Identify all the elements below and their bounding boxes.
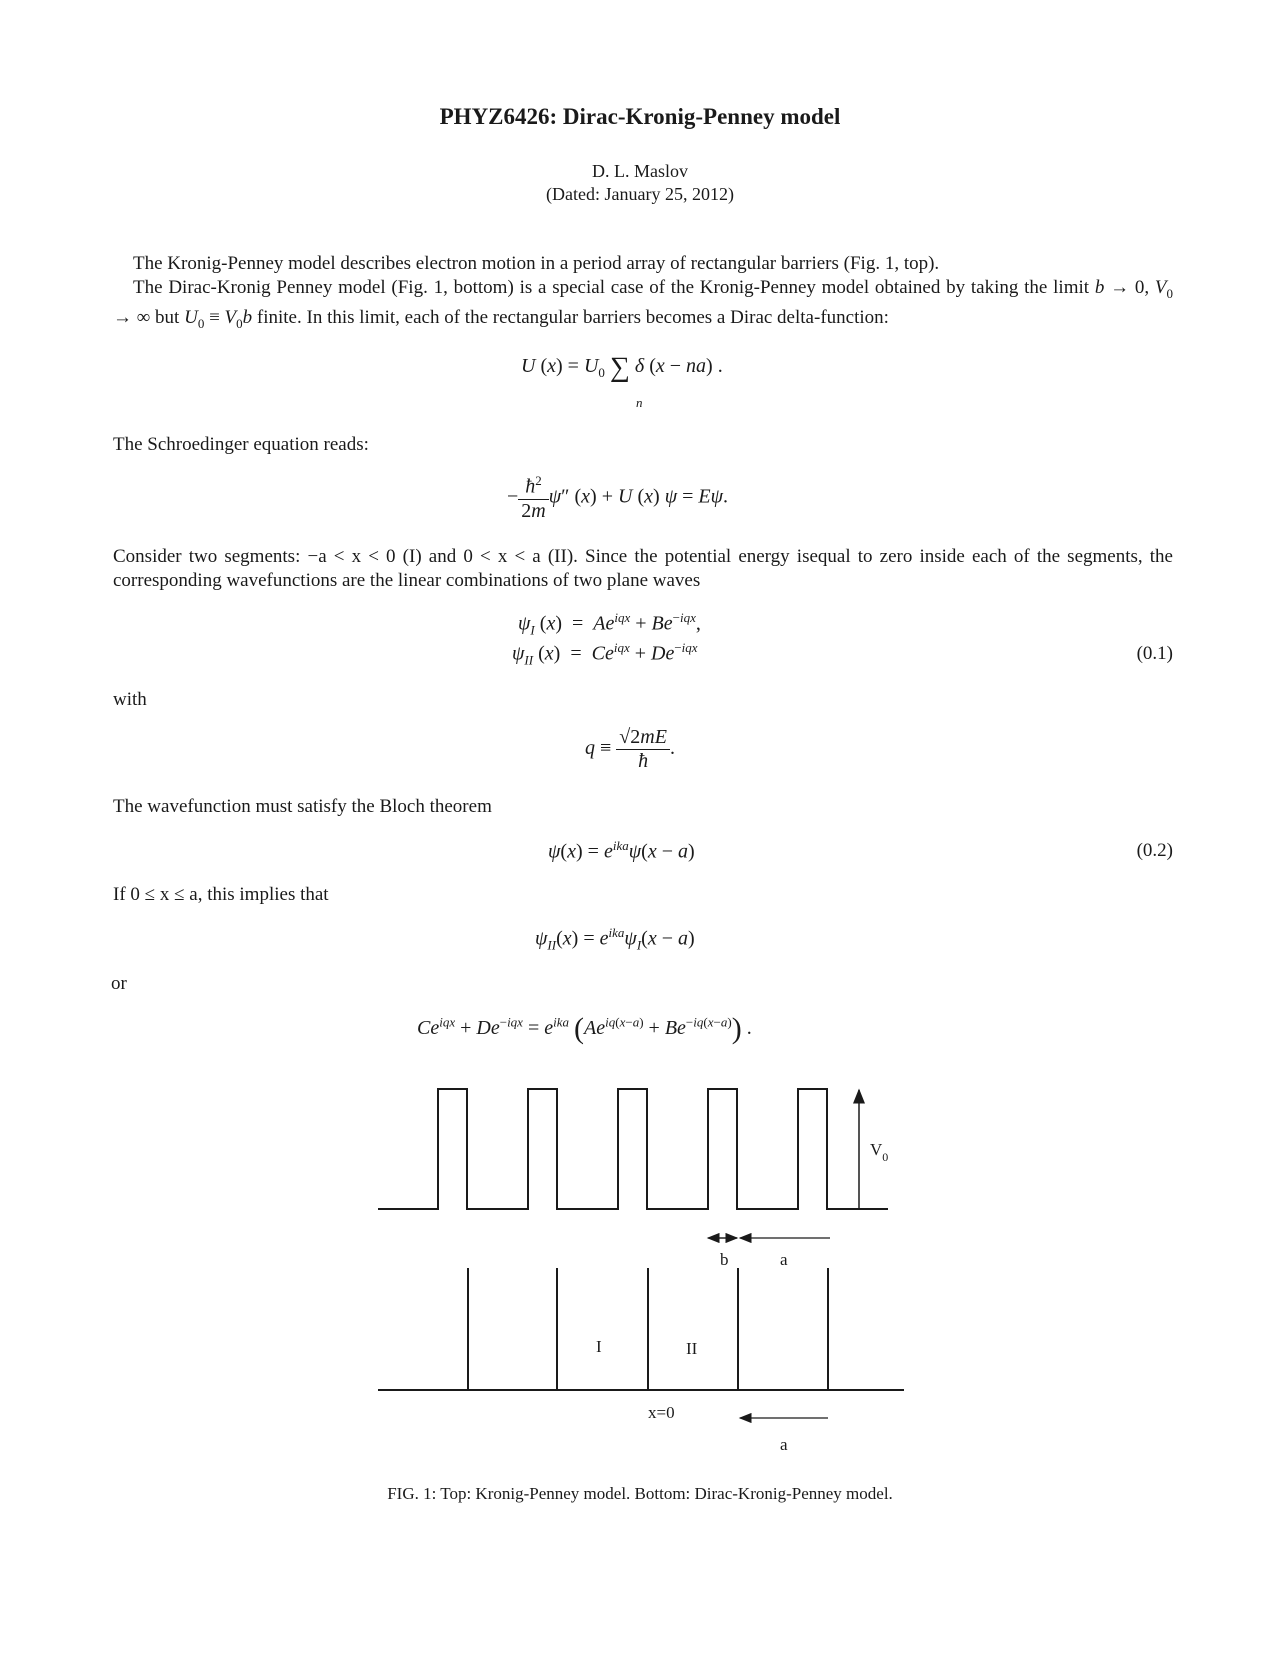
equation-number-1: (0.1) <box>1136 643 1173 664</box>
equation-potential: U $(x) = U_0$ ∑ δ (x − na) . <box>521 352 723 383</box>
label-a-top: a <box>780 1250 788 1269</box>
equation-number-2: (0.2) <box>1136 840 1173 861</box>
paragraph-text: finite. In this limit, each of the rectangular barriers becomes a Dirac delta-function: <box>256 306 889 328</box>
paper-author: D. L. Maslov <box>592 161 688 181</box>
paper-title: PHYZ6426: Dirac-Kronig-Penney model <box>439 104 841 129</box>
paragraph-schroedinger: The Schroedinger equation reads: <box>113 434 369 455</box>
equation-schroedinger: − $\frac{ħ^2}{2m}$ ψ″ (x) + U (x) ψ = Eψ. <box>507 473 729 522</box>
label-b: b <box>720 1250 729 1269</box>
equation-bloch: $\psi(x) = e^{ika}\psi(x - a)$ <box>548 838 695 863</box>
label-v0: $V_0$ <box>870 1140 889 1164</box>
dirac-delta-barriers <box>378 1268 904 1390</box>
kronig-penney-barriers <box>378 1089 888 1209</box>
paragraph-intro: The Kronig-Penney model describes electron motion in a period array of rectangular barriers (Fig. 1, top). <box>133 253 940 274</box>
label-region-one: I <box>596 1337 602 1356</box>
equation-bloch-segments: $\psi_{II}(x) = e^{ika}\psi_I(x - a)$ <box>535 925 695 953</box>
equation-matching: $Ce^{iqx} + De^{-iqx} = e^{ika}$ $(Ae^{iq(x-a)} + Be^{-iq(x-a)})$ . <box>417 1012 752 1045</box>
paragraph-implies: If 0 ≤ x ≤ a, this implies that <box>113 884 329 905</box>
paragraph-bloch: The wavefunction must satisfy the Bloch theorem <box>113 796 492 817</box>
paragraph-dirac-limit: The Dirac-Kronig Penney model (Fig. 1, bottom) is a special case of the Kronig-Penney model obtained by taking the limit b → 0, $V_0$ → ∞ but $U_0 \equiv V_0b$ finite. In this limit, each of the rectangular barriers becomes a Dirac delta-function: <box>113 277 1174 331</box>
equation-psi-two: $\psi_{II}$ $(x) = Ce^{iqx} + De^{-iqx}$ <box>512 640 698 668</box>
figure-caption: FIG. 1: Top: Kronig-Penney model. Bottom: Dirac-Kronig-Penney model. <box>387 1484 893 1503</box>
equation-wavevector: q ≡ $\frac{√2mE}{ħ}$ . <box>585 726 675 772</box>
paragraph-or: or <box>111 973 127 994</box>
paragraph-text: The Dirac-Kronig Penney model (Fig. 1, bottom) is a special case of the Kronig-Penney model obtained by taking the limit <box>133 277 1090 298</box>
paragraph-with: with <box>113 689 147 710</box>
equation-sum-index: n <box>636 395 643 410</box>
label-x-zero: x=0 <box>648 1403 675 1422</box>
figure-kronig-penney <box>0 1080 1280 1480</box>
label-region-two: II <box>686 1339 698 1358</box>
paragraph-text: but <box>155 306 180 328</box>
paper-date: (Dated: January 25, 2012) <box>546 184 734 204</box>
equation-psi-one: $\psi_I$ $(x) = Ae^{iqx} + Be^{-iqx}$, <box>518 610 701 638</box>
label-a-bottom: a <box>780 1435 788 1454</box>
paragraph-segments: Consider two segments: −a < x < 0 (I) and 0 < x < a (II). Since the potential energy isequal to zero inside each of the segments, the corresponding wavefunctions are the linear combinations of two plane waves <box>113 546 1173 591</box>
